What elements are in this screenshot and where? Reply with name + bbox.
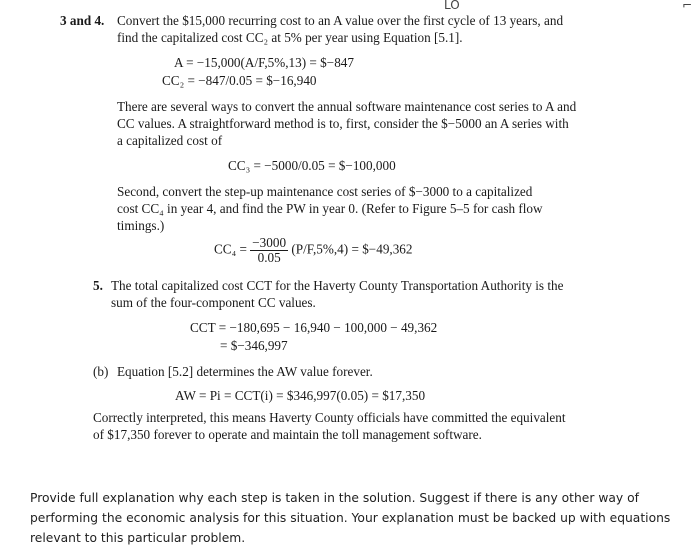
question-line-3: relevant to this particular problem.: [30, 531, 246, 545]
section-34-intro-line-2: find the capitalized cost CC₂ at 5% per year using Equation [5.1].: [117, 30, 463, 45]
equation-aw: AW = Pi = CCT(i) = $346,997(0.05) = $17,350: [175, 388, 426, 403]
section-5-line-1: The total capitalized cost CCT for the Haverty County Transportation Authority is the: [111, 278, 564, 293]
section-5-label: 5.: [93, 278, 103, 293]
equation-cc4: [214, 236, 413, 265]
equation-cc4-denominator: 0.05: [257, 250, 281, 265]
question-line-1: Provide full explanation why each step is taken in the solution. Suggest if there is any other way of: [30, 491, 639, 505]
equation-cc4-lhs: CC₄ =: [214, 241, 247, 257]
equation-cc4-fraction: [250, 236, 288, 265]
equation-cct: CCT = −180,695 − 16,940 − 100,000 − 49,362: [190, 320, 438, 335]
paragraph-line-3: a capitalized cost of: [117, 133, 223, 148]
equation-cc2: CC₂ = −847/0.05 = $−16,940: [162, 73, 317, 88]
conclusion-line-1: Correctly interpreted, this means Haverty County officials have committed the equivalent: [93, 410, 566, 425]
equation-cc4-numerator: −3000: [252, 235, 287, 250]
equation-a-value: A = −15,000(A/F,5%,13) = $−847: [174, 55, 354, 70]
section-34-label: 3 and 4.: [60, 13, 105, 28]
paragraph-line-1: There are several ways to convert the annual software maintenance cost series to A and: [117, 99, 577, 114]
paragraph-line-6: timings.): [117, 218, 165, 233]
corner-fragment-left: LO: [444, 0, 460, 12]
equation-cc3: CC₃ = −5000/0.05 = $−100,000: [228, 158, 396, 173]
part-b-line-1: Equation [5.2] determines the AW value forever.: [117, 364, 373, 379]
equation-cct-result: = $−346,997: [220, 338, 288, 353]
question-prompt: [30, 488, 690, 548]
section-5-line-2: sum of the four-component CC values.: [111, 295, 316, 310]
paragraph-line-4: Second, convert the step-up maintenance cost series of $−3000 to a capitalized: [117, 184, 533, 199]
paragraph-line-5: cost CC₄ in year 4, and find the PW in year 0. (Refer to Figure 5–5 for cash flow: [117, 201, 543, 216]
part-b-label: (b): [93, 364, 109, 379]
conclusion-line-2: of $17,350 forever to operate and maintain the toll management software.: [93, 427, 482, 442]
equation-cc4-rhs: (P/F,5%,4) = $−49,362: [291, 241, 413, 257]
question-line-2: performing the economic analysis for this situation. Your explanation must be backed up with equations: [30, 511, 671, 525]
section-34-intro-line-1: Convert the $15,000 recurring cost to an A value over the first cycle of 13 years, and: [117, 13, 564, 28]
corner-fragment-right: ⌐: [682, 0, 693, 12]
paragraph-line-2: CC values. A straightforward method is to, first, consider the $−5000 an A series with: [117, 116, 569, 131]
